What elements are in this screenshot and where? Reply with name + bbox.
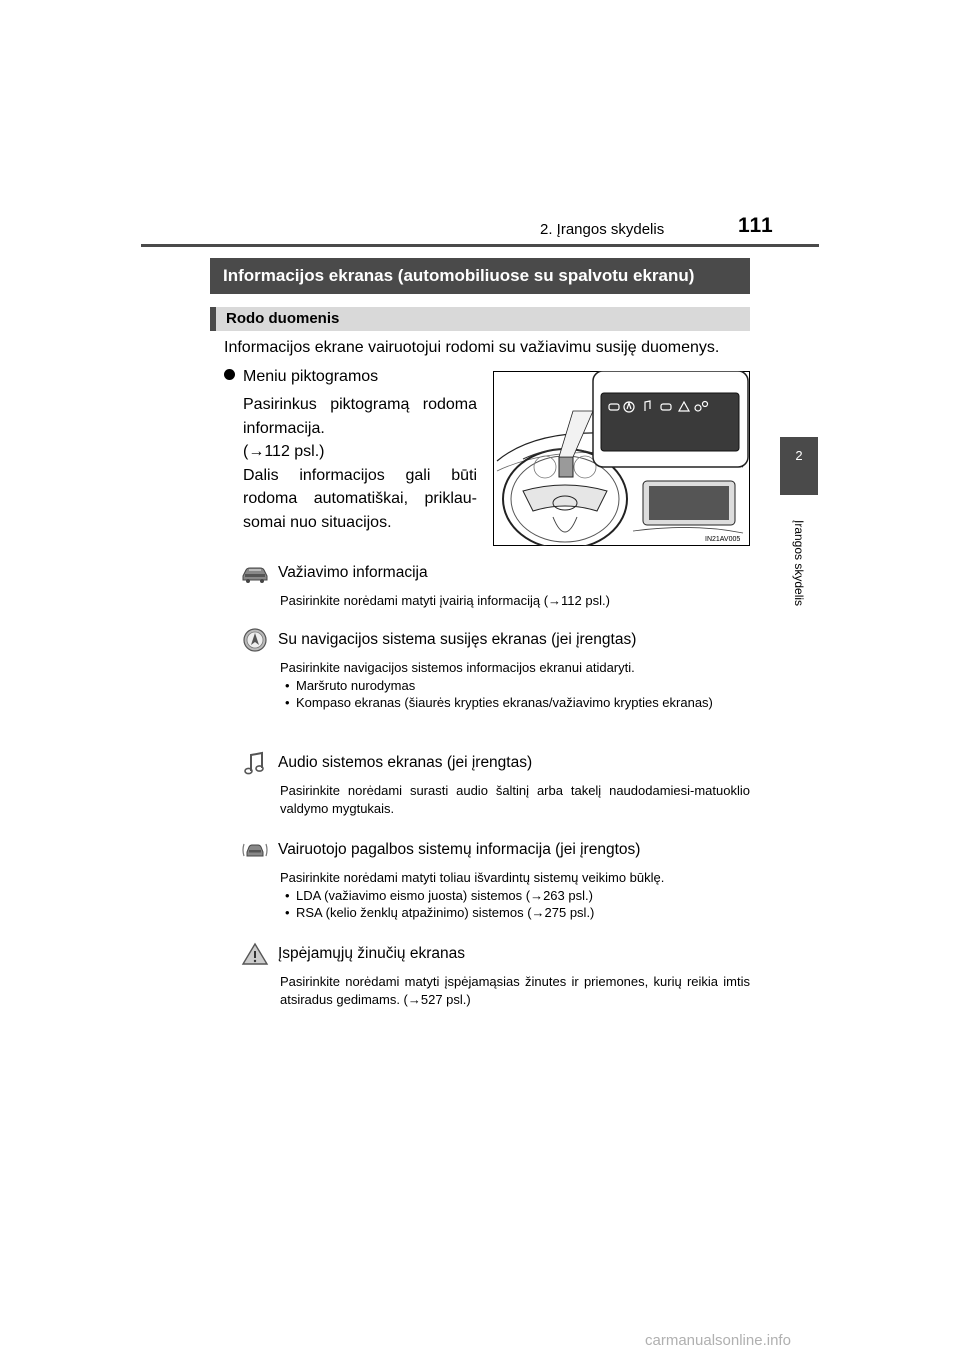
navigation-icon: [240, 627, 270, 653]
entry-title: Vairuotojo pagalbos sistemų informacija (jei įrengtos): [278, 841, 641, 858]
menu-entry-warning-messages: [240, 941, 750, 1008]
list-item: • Kompaso ekranas (šiaurės krypties ekranas/važiavimo krypties ekranas): [280, 694, 750, 712]
entry-title: Važiavimo informacija: [278, 564, 428, 581]
menu-entry-audio: [240, 750, 750, 817]
entry-list: [280, 677, 750, 712]
entry-title: Su navigacijos sistema susijęs ekranas (jei įrengtas): [278, 631, 637, 648]
driver-assist-icon: [240, 838, 270, 862]
entry-title: Audio sistemos ekranas (jei įrengtas): [278, 754, 533, 771]
bullet-icon: [224, 369, 235, 380]
menu-entry-driving-info: [240, 560, 750, 610]
bullet-line: Dalis informacijos gali būti: [243, 466, 477, 484]
car-info-icon: [240, 562, 270, 584]
bullet-line: informacija.: [243, 419, 325, 437]
entry-title: Įspėjamųjų žinučių ekranas: [278, 945, 465, 962]
entry-description: Pasirinkite norėdami matyti įspėjamąsias žinutes ir priemones, kurių reikia imtis atsiradus gedimams. (→527 psl.): [280, 974, 750, 1007]
intro-text: Informacijos ekrane vairuotojui rodomi su važiavimu susiję duomenys.: [224, 339, 720, 356]
bullet-line: Pasirinkus piktogramą rodoma: [243, 396, 477, 413]
bullet-heading: Meniu piktogramos: [243, 368, 379, 385]
entry-description-text: Pasirinkite norėdami matyti toliau išvardintų sistemų veikimo būklę.: [280, 870, 665, 885]
chapter-tab-label: Įrangos skydelis: [792, 520, 806, 607]
subsection-title: Rodo duomenis: [210, 307, 750, 331]
entry-description: [280, 869, 750, 922]
entry-description: Pasirinkite norėdami surasti audio šaltinį arba takelį naudodamiesi-matuoklio valdymo mygtukais.: [280, 783, 750, 816]
list-item: • LDA (važiavimo eismo juosta) sistemos (→263 psl.): [280, 887, 750, 905]
menu-entry-driver-assist: [240, 837, 750, 922]
dashboard-illustration: [493, 371, 750, 546]
header-rule: [141, 244, 819, 247]
chapter-tab-number: 2: [795, 448, 803, 463]
chapter-tab: [780, 437, 818, 495]
watermark: carmanualsonline.info: [645, 1332, 791, 1349]
list-item: • RSA (kelio ženklų atpažinimo) sistemos (→275 psl.): [280, 904, 750, 922]
running-header-section: 2. Įrangos skydelis: [540, 221, 665, 238]
bullet-line: somai nuo situacijos.: [243, 513, 392, 531]
list-item: • Maršruto nurodymas: [280, 677, 750, 695]
bullet-line: (→112 psl.): [243, 443, 325, 460]
entry-description: [280, 659, 750, 712]
page-number: 111: [738, 214, 774, 237]
menu-entry-navigation: [240, 627, 750, 712]
illustration-code: IN21AV005: [705, 536, 741, 543]
entry-description-text: Pasirinkite navigacijos sistemos informacijos ekranui atidaryti.: [280, 660, 635, 675]
section-title: Informacijos ekranas (automobiliuose su spalvotu ekranu): [210, 258, 750, 294]
bullet-body: [243, 393, 477, 534]
bullet-heading-row: [224, 368, 378, 386]
warning-icon: [240, 941, 270, 967]
entry-list: [280, 887, 750, 922]
bullet-line: rodoma automatiškai, priklau-: [243, 490, 477, 507]
entry-description: Pasirinkite norėdami matyti įvairią informaciją (→112 psl.): [280, 593, 610, 608]
music-note-icon: [240, 750, 270, 776]
